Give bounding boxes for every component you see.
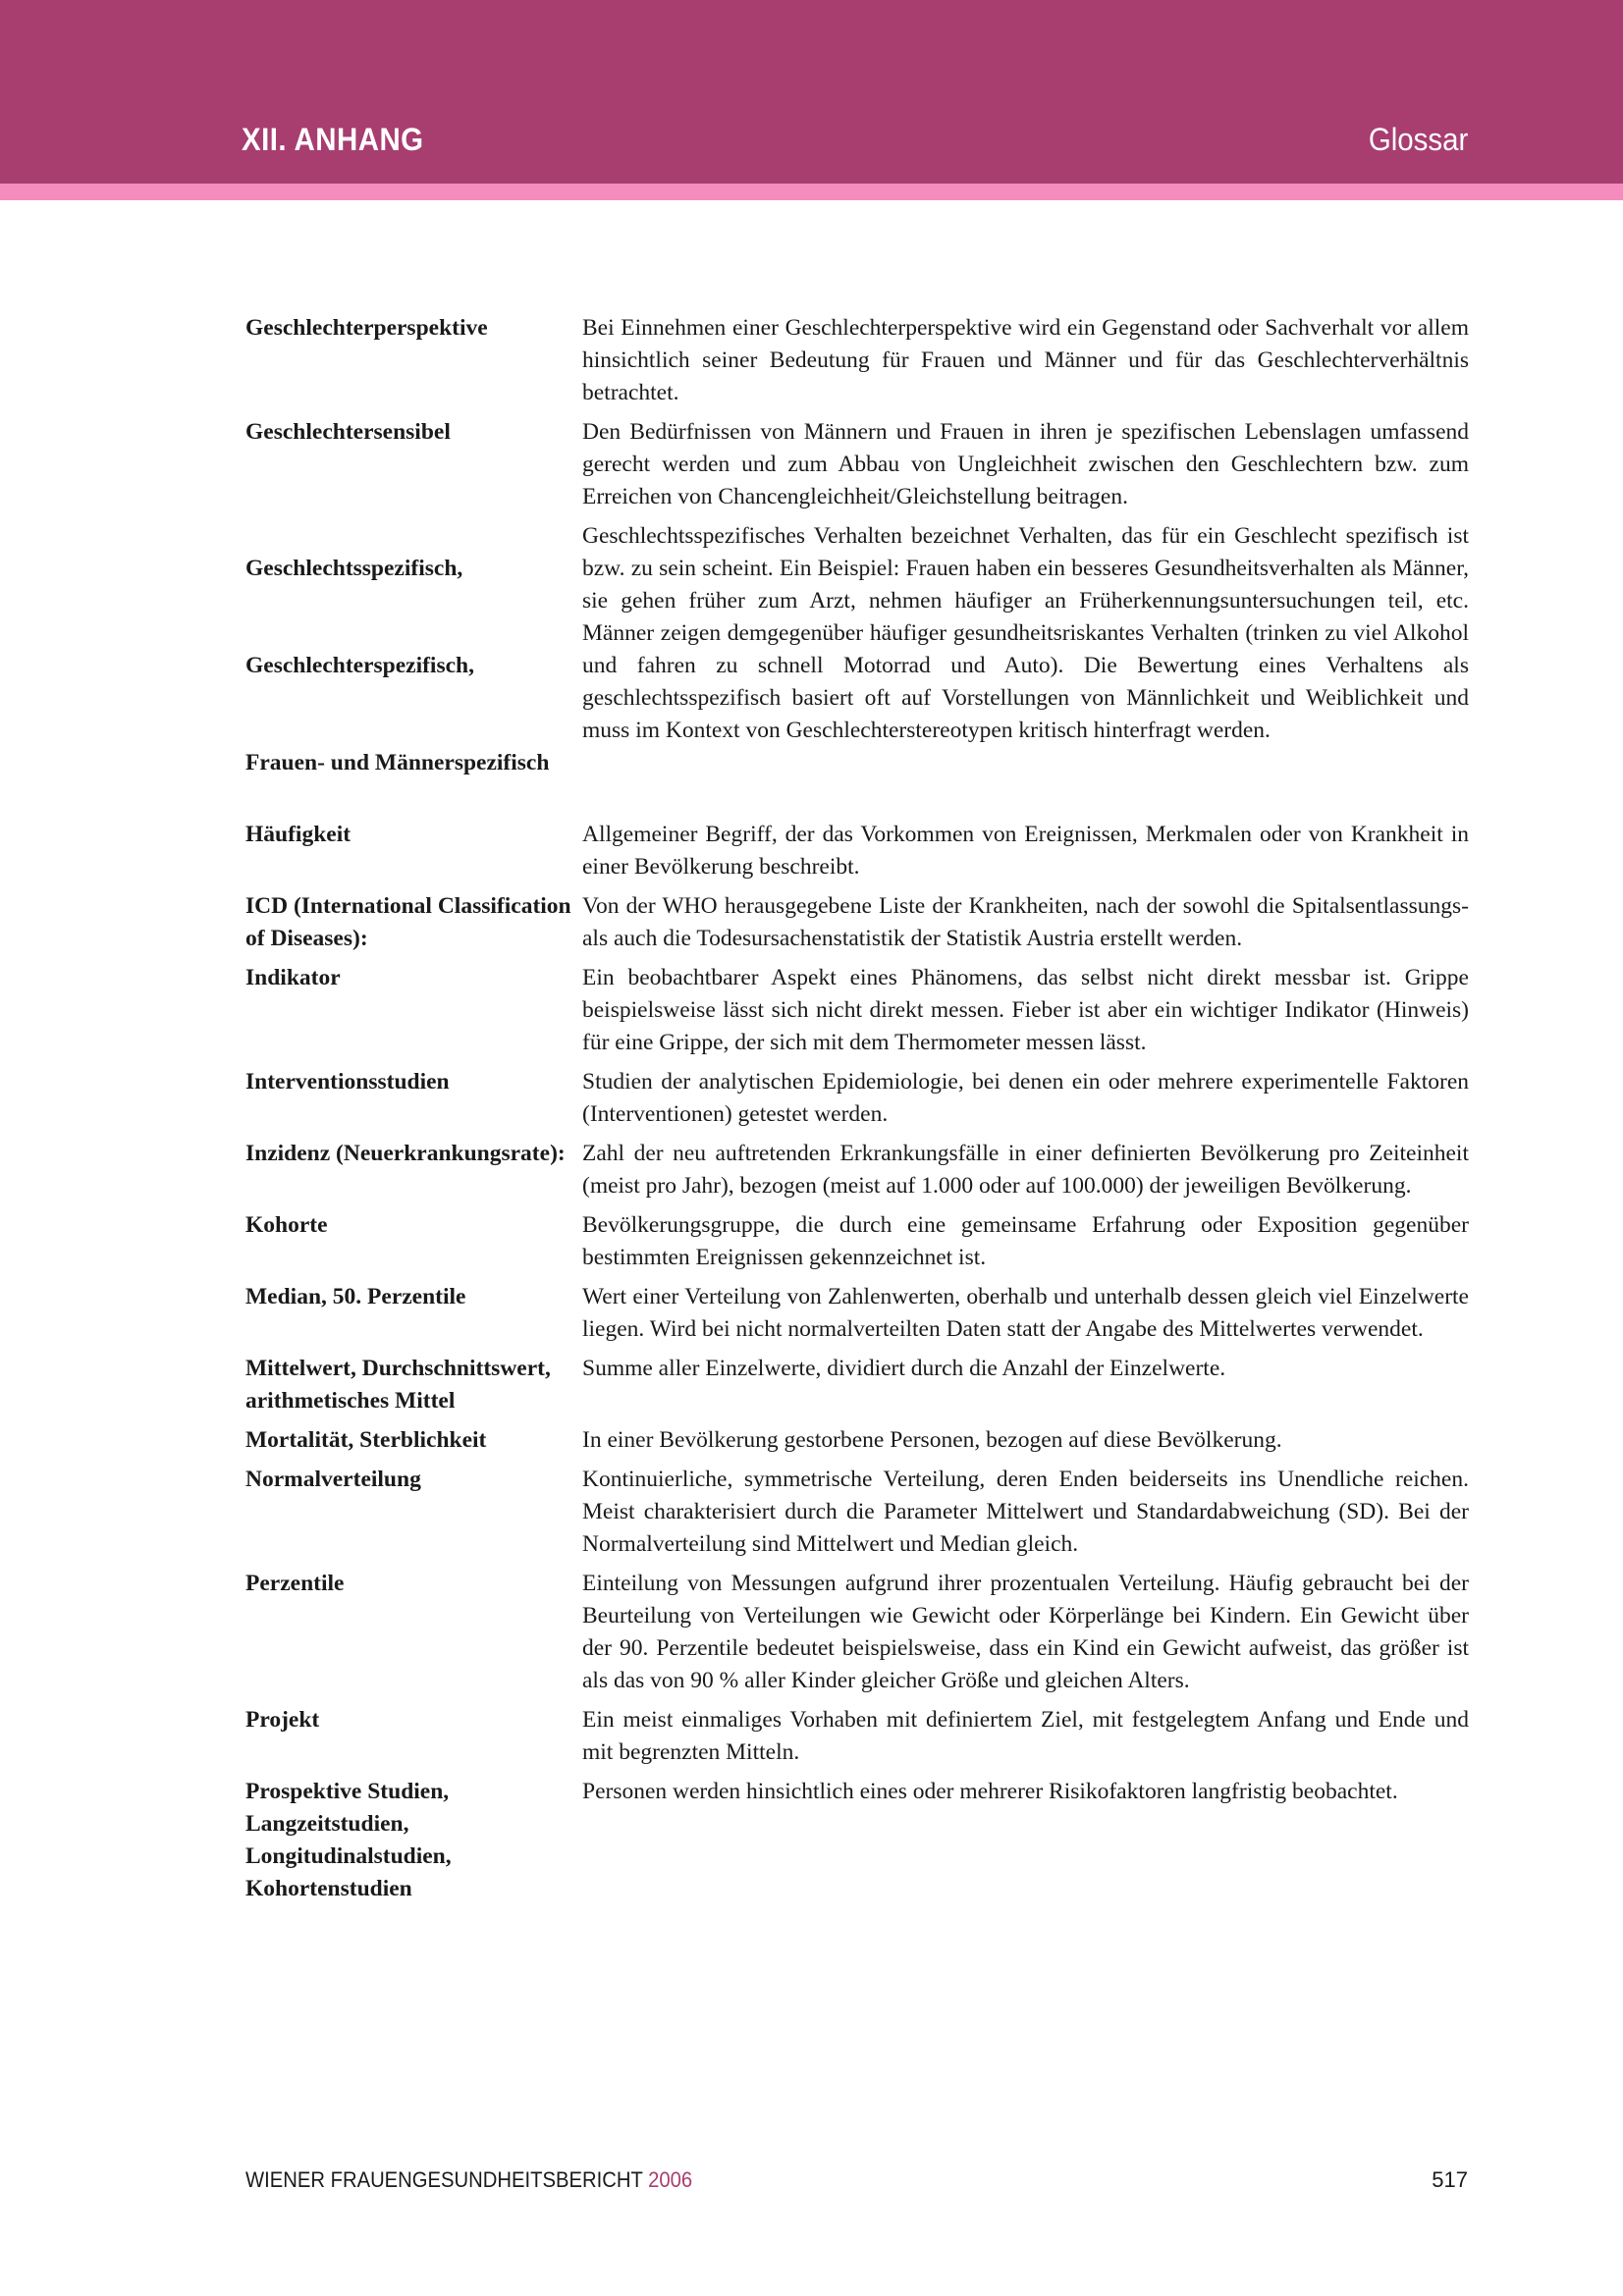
glossary-term-line: Frauen- und Männerspezifisch bbox=[245, 750, 550, 775]
glossary-entry bbox=[245, 1776, 1469, 1905]
glossary-definition: Den Bedürfnissen von Männern und Frauen in ihren je spezifischen Lebenslagen umfassend gerecht werden und zum Abbau von Ungleichheit zwischen den Geschlechtern bzw. zum Erreichen von Chancengleichheit/Gleichstellung beitragen. bbox=[582, 419, 1469, 509]
glossary-entry bbox=[245, 1704, 1469, 1769]
glossary-definition: Allgemeiner Begriff, der das Vorkommen von Ereignissen, Merkmalen oder von Krankheit in einer Bevölkerung beschreibt. bbox=[582, 822, 1469, 880]
glossary-term: ICD (International Classification of Diseases): bbox=[245, 893, 571, 951]
footer-report-title bbox=[245, 2167, 692, 2193]
glossary-entry bbox=[245, 1353, 1469, 1417]
glossary-term: Geschlechtersensibel bbox=[245, 419, 451, 445]
glossary-entry bbox=[245, 1066, 1469, 1131]
glossary-list bbox=[245, 312, 1469, 1912]
glossary-definition: Summe aller Einzelwerte, dividiert durch die Anzahl der Einzelwerte. bbox=[582, 1356, 1226, 1381]
glossary-term: Prospektive Studien, Langzeitstudien, Longitudinalstudien, Kohortenstudien bbox=[245, 1779, 452, 1901]
glossary-definition: Personen werden hinsichtlich eines oder mehrerer Risikofaktoren langfristig beobachtet. bbox=[582, 1779, 1398, 1804]
glossary-definition: Bei Einnehmen einer Geschlechterperspektive wird ein Gegenstand oder Sachverhalt vor allem hinsichtlich seiner Bedeutung für Frauen und Männer und für das Geschlechterverhältnis betrachtet. bbox=[582, 315, 1469, 405]
glossary-entry bbox=[245, 1281, 1469, 1346]
glossary-term: Mittelwert, Durchschnittswert, arithmetisches Mittel bbox=[245, 1356, 551, 1414]
glossary-term: Perzentile bbox=[245, 1571, 345, 1596]
glossary-term: Normalverteilung bbox=[245, 1467, 421, 1492]
glossary-entry bbox=[245, 416, 1469, 513]
glossary-entry bbox=[245, 1209, 1469, 1274]
glossary-term: Median, 50. Perzentile bbox=[245, 1284, 466, 1309]
glossary-term: Projekt bbox=[245, 1707, 320, 1733]
glossary-term-line: Geschlechtsspezifisch, bbox=[245, 556, 463, 581]
glossary-term: Häufigkeit bbox=[245, 822, 352, 847]
glossary-definition: Bevölkerungsgruppe, die durch eine gemeinsame Erfahrung oder Exposition gegenüber bestimmten Ereignissen gekennzeichnet ist. bbox=[582, 1212, 1469, 1270]
glossary-definition: Geschlechtsspezifisches Verhalten bezeichnet Verhalten, das für ein Geschlecht spezifisch ist bzw. zu sein scheint. Ein Beispiel: Frauen haben ein besseres Gesundheitsverhalten als Männer, sie gehen früher zum Arzt, nehmen häufiger an Früherkennungsuntersuchungen teil, etc. Männer zeigen demgegenüber häufiger gesundheitsriskantes Verhalten (trinken zu viel Alkohol und fahren zu schnell Motorrad und Auto). Die Bewertung eines Verhaltens als geschlechtsspezifisch basiert oft auf Vorstellungen von Männlichkeit und Weiblichkeit und muss im Kontext von Geschlechterstereotypen kritisch hinterfragt werden. bbox=[582, 523, 1469, 743]
glossary-term: Indikator bbox=[245, 965, 341, 990]
glossary-entry bbox=[245, 312, 1469, 409]
footer-title: WIENER FRAUENGESUNDHEITSBERICHT bbox=[245, 2167, 643, 2192]
glossary-definition: Wert einer Verteilung von Zahlenwerten, oberhalb und unterhalb dessen gleich viel Einzelwerte liegen. Wird bei nicht normalverteilten Daten statt der Angabe des Mittelwertes verwendet. bbox=[582, 1284, 1469, 1342]
glossary-term: Inzidenz (Neuerkrankungsrate): bbox=[245, 1141, 566, 1166]
footer-year: 2006 bbox=[648, 2167, 693, 2192]
glossary-term bbox=[245, 520, 582, 812]
glossary-entry bbox=[245, 1424, 1469, 1457]
glossary-definition: Ein beobachtbarer Aspekt eines Phänomens, das selbst nicht direkt messbar ist. Grippe beispielsweise lässt sich nicht direkt messen. Fieber ist aber ein wichtiger Indikator (Hinweis) für eine Grippe, der sich mit dem Thermometer messen lässt. bbox=[582, 965, 1469, 1055]
glossary-term-line: Geschlechterspezifisch, bbox=[245, 653, 474, 678]
glossary-definition: Studien der analytischen Epidemiologie, bei denen ein oder mehrere experimentelle Faktoren (Interventionen) getestet werden. bbox=[582, 1069, 1469, 1127]
glossary-definition: In einer Bevölkerung gestorbene Personen, bezogen auf diese Bevölkerung. bbox=[582, 1427, 1282, 1453]
section-title: Glossar bbox=[1368, 122, 1468, 157]
glossary-definition: Einteilung von Messungen aufgrund ihrer prozentualen Verteilung. Häufig gebraucht bei der Beurteilung von Verteilungen wie Gewicht oder Körperlänge bei Kindern. Ein Gewicht über der 90. Perzentile bedeutet beispielsweise, dass ein Kind ein Gewicht aufweist, das größer ist als das von 90 % aller Kinder gleicher Größe und gleichen Alters. bbox=[582, 1571, 1469, 1693]
glossary-definition: Zahl der neu auftretenden Erkrankungsfälle in einer definierten Bevölkerung pro Zeiteinheit (meist pro Jahr), bezogen (meist auf 1.000 oder auf 100.000) der jeweiligen Bevölkerung. bbox=[582, 1141, 1469, 1199]
page-header-stripe bbox=[0, 184, 1623, 200]
glossary-term: Geschlechterperspektive bbox=[245, 315, 488, 341]
glossary-entry bbox=[245, 819, 1469, 883]
glossary-entry bbox=[245, 1464, 1469, 1561]
glossary-definition: Von der WHO herausgegebene Liste der Krankheiten, nach der sowohl die Spitalsentlassungs- als auch die Todesursachenstatistik der Statistik Austria erstellt werden. bbox=[582, 893, 1469, 951]
glossary-definition: Kontinuierliche, symmetrische Verteilung, deren Enden beiderseits ins Unendliche reichen. Meist charakterisiert durch die Parameter Mittelwert und Standardabweichung (SD). Bei der Normalverteilung sind Mittelwert und Median gleich. bbox=[582, 1467, 1469, 1557]
page-number: 517 bbox=[1432, 2167, 1468, 2192]
glossary-definition: Ein meist einmaliges Vorhaben mit definiertem Ziel, mit festgelegtem Anfang und Ende und mit begrenzten Mitteln. bbox=[582, 1707, 1469, 1765]
glossary-term: Interventionsstudien bbox=[245, 1069, 450, 1095]
glossary-term: Kohorte bbox=[245, 1212, 328, 1238]
glossary-entry bbox=[245, 1138, 1469, 1202]
glossary-entry bbox=[245, 962, 1469, 1059]
glossary-entry bbox=[245, 890, 1469, 955]
glossary-entry bbox=[245, 520, 1469, 812]
glossary-term: Mortalität, Sterblichkeit bbox=[245, 1427, 487, 1453]
glossary-entry bbox=[245, 1568, 1469, 1697]
chapter-title: XII. ANHANG bbox=[242, 122, 424, 157]
